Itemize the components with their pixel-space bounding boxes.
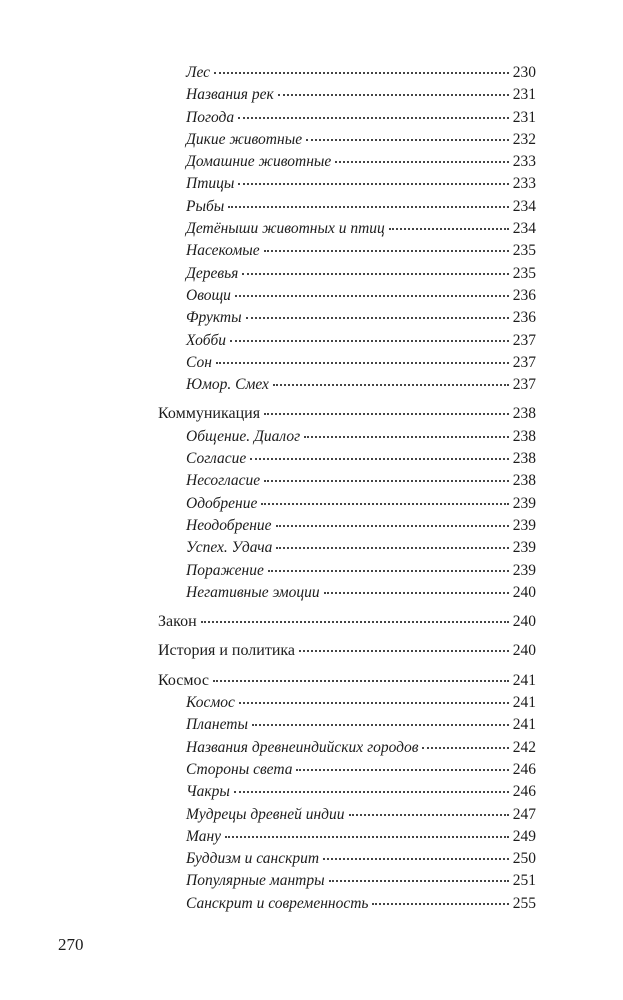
toc-section-entry — [158, 670, 536, 692]
toc-subsection-entry — [158, 240, 536, 262]
toc-entry-page: 239 — [512, 561, 536, 579]
dot-leader — [276, 524, 509, 527]
toc-entry-label: Неодобрение — [186, 516, 272, 534]
toc-entry-page: 249 — [512, 827, 536, 845]
toc-entry-label: Коммуникация — [158, 405, 261, 423]
toc-entry-page: 233 — [512, 153, 536, 171]
toc-subsection-entry — [158, 537, 536, 559]
toc-entry-label: Негативные эмоции — [186, 583, 320, 601]
toc-subsection-entry — [158, 374, 536, 396]
toc-entry-page: 238 — [512, 450, 536, 468]
toc-entry-page: 240 — [512, 642, 536, 660]
toc-entry-label: Санскрит и современность — [186, 894, 369, 912]
toc-entry-label: Закон — [158, 613, 197, 631]
toc-entry-page: 246 — [512, 760, 536, 778]
toc-entry-label: Общение. Диалог — [186, 427, 301, 445]
dot-leader — [324, 591, 509, 594]
toc-entry-page: 232 — [512, 130, 536, 148]
toc-subsection-entry — [158, 84, 536, 106]
toc-entry-page: 240 — [512, 613, 536, 631]
toc-subsection-entry — [158, 493, 536, 515]
toc-subsection-entry — [158, 714, 536, 736]
dot-leader — [278, 93, 509, 96]
toc-entry-page: 251 — [512, 872, 536, 890]
toc-entry-label: Поражение — [186, 561, 264, 579]
toc-subsection-entry — [158, 107, 536, 129]
dot-leader — [264, 412, 509, 415]
toc-entry-label: Фрукты — [186, 309, 242, 327]
toc-entry-page: 234 — [512, 220, 536, 238]
dot-leader — [422, 746, 508, 749]
toc-entry-label: Успех. Удача — [186, 539, 273, 557]
dot-leader — [225, 835, 509, 838]
dot-leader — [234, 790, 509, 793]
toc-entry-label: Согласие — [186, 450, 247, 468]
toc-subsection-entry — [158, 218, 536, 240]
toc-entry-label: Буддизм и санскрит — [186, 850, 320, 868]
toc-entry-label: Стороны света — [186, 760, 293, 778]
toc-entry-label: Сон — [186, 353, 212, 371]
toc-subsection-entry — [158, 330, 536, 352]
toc-entry-page: 231 — [512, 86, 536, 104]
dot-leader — [268, 569, 509, 572]
toc-subsection-entry — [158, 285, 536, 307]
toc-entry-page: 231 — [512, 108, 536, 126]
dot-leader — [201, 620, 509, 623]
dot-leader — [335, 160, 508, 163]
toc-entry-label: Овощи — [186, 286, 231, 304]
toc-entry-page: 237 — [512, 376, 536, 394]
toc-entry-label: Домашние животные — [186, 153, 332, 171]
dot-leader — [216, 361, 509, 364]
toc-entry-page: 235 — [512, 242, 536, 260]
toc-entry-page: 238 — [512, 405, 536, 423]
toc-entry-page: 242 — [512, 738, 536, 756]
dot-leader — [264, 249, 509, 252]
toc-subsection-entry — [158, 352, 536, 374]
toc-entry-label: Чакры — [186, 783, 230, 801]
toc-entry-label: Детёныши животных и птиц — [186, 220, 385, 238]
toc-subsection-entry — [158, 129, 536, 151]
dot-leader — [299, 649, 509, 652]
toc-entry-page: 241 — [512, 671, 536, 689]
dot-leader — [230, 339, 509, 342]
toc-entry-label: Названия древнеиндийских городов — [186, 738, 419, 756]
dot-leader — [238, 182, 508, 185]
toc-entry-page: 238 — [512, 472, 536, 490]
toc-subsection-entry — [158, 848, 536, 870]
toc-subsection-entry — [158, 870, 536, 892]
dot-leader — [228, 205, 508, 208]
toc-entry-label: Космос — [186, 694, 235, 712]
dot-leader — [246, 316, 509, 319]
toc-entry-label: История и политика — [158, 642, 296, 660]
toc-section-entry — [158, 403, 536, 425]
toc-entry-page: 247 — [512, 805, 536, 823]
toc-entry-label: Одобрение — [186, 494, 258, 512]
toc-subsection-entry — [158, 582, 536, 604]
dot-leader — [250, 457, 509, 460]
toc-entry-page: 235 — [512, 264, 536, 282]
toc-entry-page: 239 — [512, 516, 536, 534]
toc-entry-label: Хобби — [186, 331, 227, 349]
toc-subsection-entry — [158, 426, 536, 448]
dot-leader — [261, 502, 508, 505]
toc-entry-page: 246 — [512, 783, 536, 801]
dot-leader — [329, 879, 509, 882]
toc-entry-page: 239 — [512, 539, 536, 557]
toc-entry-label: Планеты — [186, 716, 248, 734]
toc-entry-page: 239 — [512, 494, 536, 512]
toc-entry-page: 250 — [512, 850, 536, 868]
dot-leader — [306, 138, 509, 141]
dot-leader — [235, 294, 509, 297]
dot-leader — [264, 479, 509, 482]
toc-subsection-entry — [158, 893, 536, 915]
toc-entry-page: 236 — [512, 286, 536, 304]
toc-subsection-entry — [158, 759, 536, 781]
dot-leader — [239, 701, 509, 704]
dot-leader — [252, 723, 509, 726]
toc-entry-page: 233 — [512, 175, 536, 193]
dot-leader — [296, 768, 508, 771]
toc-entry-page: 237 — [512, 331, 536, 349]
toc-section-entry — [158, 640, 536, 662]
toc-entry-label: Мудрецы древней индии — [186, 805, 345, 823]
page-number: 270 — [58, 935, 84, 954]
toc-entry-page: 236 — [512, 309, 536, 327]
toc-subsection-entry — [158, 151, 536, 173]
toc-subsection-entry — [158, 470, 536, 492]
toc-entry-page: 241 — [512, 694, 536, 712]
toc-subsection-entry — [158, 263, 536, 285]
toc-subsection-entry — [158, 737, 536, 759]
dot-leader — [276, 546, 508, 549]
dot-leader — [214, 71, 509, 74]
toc-subsection-entry — [158, 196, 536, 218]
toc-entry-page: 255 — [512, 894, 536, 912]
dot-leader — [242, 272, 508, 275]
toc-entry-page: 234 — [512, 197, 536, 215]
toc-subsection-entry — [158, 781, 536, 803]
dot-leader — [349, 813, 509, 816]
dot-leader — [389, 227, 509, 230]
toc-entry-page: 241 — [512, 716, 536, 734]
toc-subsection-entry — [158, 307, 536, 329]
toc-section-entry — [158, 611, 536, 633]
dot-leader — [213, 679, 509, 682]
toc-entry-label: Деревья — [186, 264, 239, 282]
toc-entry-page: 230 — [512, 64, 536, 81]
toc-entry-label: Юмор. Смех — [186, 376, 269, 394]
toc-subsection-entry — [158, 515, 536, 537]
toc-subsection-entry — [158, 173, 536, 195]
toc-entry-page: 238 — [512, 427, 536, 445]
toc-subsection-entry — [158, 692, 536, 714]
toc-entry-label: Рыбы — [186, 197, 225, 215]
toc-subsection-entry — [158, 804, 536, 826]
dot-leader — [238, 116, 509, 119]
toc-entry-label: Насекомые — [186, 242, 260, 260]
toc-subsection-entry — [158, 62, 536, 84]
toc-entry-label: Популярные мантры — [186, 872, 325, 890]
toc-entry-label: Погода — [186, 108, 235, 126]
toc-subsection-entry — [158, 448, 536, 470]
toc-entry-label: Лес — [186, 64, 211, 81]
toc-entry-label: Дикие животные — [186, 130, 303, 148]
toc-entry-label: Космос — [158, 671, 209, 689]
dot-leader — [304, 435, 509, 438]
toc-entry-page: 240 — [512, 583, 536, 601]
toc-entry-label: Названия рек — [186, 86, 274, 104]
toc-entry-page: 237 — [512, 353, 536, 371]
dot-leader — [323, 857, 509, 860]
table-of-contents — [158, 62, 536, 915]
dot-leader — [372, 902, 508, 905]
toc-subsection-entry — [158, 560, 536, 582]
toc-entry-label: Птицы — [186, 175, 235, 193]
toc-entry-label: Несогласие — [186, 472, 261, 490]
dot-leader — [273, 383, 509, 386]
toc-entry-label: Ману — [186, 827, 222, 845]
toc-subsection-entry — [158, 826, 536, 848]
